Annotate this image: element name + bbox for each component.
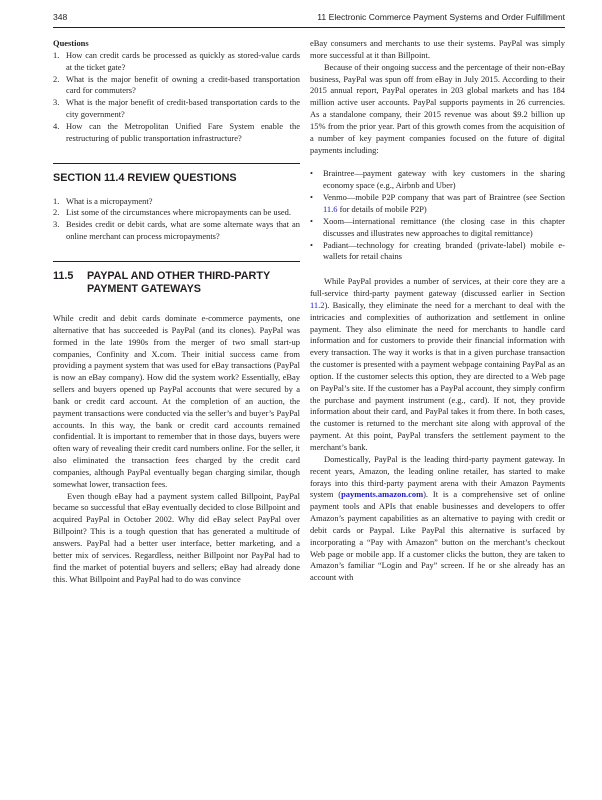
paragraph: Domestically, PayPal is the leading third-party payment gateway. In recent years, Amazon, the leading online retailer, has started to make forays into this third-party payment arena with their Amazon Payments system (payments.amazon.com). It is a comprehensive set of online payment tools and APIs that enable businesses and developers to offer Amazon’s payment capabilities as an alternative to paying with credit or debit cards or Paypal. Like PayPal this alternative is surfaced by incorporating a “Pay with Amazon” button on the merchant’s checkout Web page or mobile app. If a customer clicks the button, they are taken to Amazon’s familiar “Login and Pay” screen. If he or she already has an account with (310, 453, 566, 583)
section-title: PAYPAL AND OTHER THIRD-PARTY PAYMENT GATEWAYS (87, 269, 270, 295)
running-header (53, 12, 565, 28)
list-item: 2. List some of the circumstances where micropayments can be used. (53, 207, 291, 218)
list-item: • Xoom—international remittance (the closing case in this chapter discusses and illustrates new approaches to digital remittance) (310, 215, 565, 238)
section-number: 11.5 (53, 269, 74, 282)
left-column (53, 38, 300, 585)
list-item: 1. What is a micropayment? (53, 195, 153, 206)
list-item: • Venmo—mobile P2P company that was part of Braintree (see Section 11.6 for details of mobile P2P) (310, 192, 565, 214)
amazon-payments-link[interactable]: payments.amazon.com (341, 489, 424, 500)
paragraph: While PayPal provides a number of services, at their core they are a full-service third-party payment gateway (discussed earlier in Section 11.2). Basically, they eliminate the need for a merchant to deal with the intricacies and complexities of authorization and settlement in online payment. They also eliminate the need for merchants to handle card information and for customers to provide their financial information with every transaction. The way it works is that in a given purchase transaction the customer is presented with a payment webpage containing PayPal as an option. If the customer selects this option, they are directed to a Web page on PayPal’s site. If the customer has a PayPal account, they simply confirm the purchase and payment instrument (e.g., card). If not, they provide information about their card, and PayPal takes it from there. In both cases, the customer is returned to the merchant site along with approval of the payment. At this point, PayPal transfers the settlement payment to the merchant’s bank. (310, 276, 565, 452)
list-item: 4. How can the Metropolitan Unified Fare System enable the restructuring of public transportation infrastructure? (53, 120, 300, 143)
paragraph: eBay consumers and merchants to use their systems. PayPal was simply more successful at it than Billpoint. (310, 38, 565, 60)
list-item: 1. How can credit cards be processed as quickly as stored-value cards at the ticket gate? (53, 49, 300, 72)
list-item: • Braintree—payment gateway with key customers in the sharing economy space (e.g., Airbnb and Uber) (310, 168, 565, 191)
section-link[interactable]: 11.6 (323, 203, 338, 214)
review-section-heading: SECTION 11.4 REVIEW QUESTIONS (53, 163, 300, 185)
header-rule (53, 27, 565, 28)
paragraph: Even though eBay had a payment system called Billpoint, PayPal became so successful that eBay eventually decided to close Billpoint and acquired PayPal in October 2002. Why did eBay select PayPal over Billpoint? This is a tough question that has generated a multitude of answers. PayPal had a better user interface, better marketing, and a better mix of services. Regardless, neither Billpoint nor PayPal had to find the market of potential buyers and sellers; eBay had already done this. What Billpoint and PayPal had to do was convince (53, 490, 300, 584)
review-questions-list (53, 196, 300, 243)
list-item: • Padiant—technology for creating branded (private-label) mobile e-wallets for retail chains (310, 239, 565, 262)
section-link[interactable]: 11.2 (310, 299, 325, 310)
list-item: 3. Besides credit or debit cards, what are some alternate ways that an online merchant can process micropayments? (53, 219, 300, 242)
list-item: 2. What is the major benefit of owning a credit-based transportation card for commuters? (53, 73, 300, 96)
paragraph: Because of their ongoing success and the percentage of their non-eBay business, PayPal was spun off from eBay in July 2015. According to their 2015 annual report, PayPal operates in 203 global markets and has 184 million active user accounts. PayPal supports payments in 26 currencies. As a standalone company, their 2015 revenue was about $9.2 billion up 15% from the prior year. Part of this growth comes from the acquisition of a number of key payment companies focused on the future of digital payments including: (310, 61, 565, 155)
section-heading (53, 261, 300, 296)
acquisitions-list (310, 168, 565, 263)
questions-list (53, 50, 300, 145)
questions-heading: Questions (53, 38, 89, 48)
right-column (310, 38, 565, 584)
paragraph: While credit and debit cards dominate e-commerce payments, one alternative that has succeeded is PayPal (and its clones). PayPal was formed in the late 1990s from the merger of two small start-up companies, Confinity and X.com. Their initial success came from providing a payment system that was used for eBay transactions (PayPal is now an eBay company). How did the system work? Essentially, eBay sellers and buyers opened up PayPal accounts that were secured by a bank or credit card account. At the completion of an auction, the payment transactions were conducted via the seller’s and buyer’s PayPal accounts. In this way, the bank or credit card accounts remained confidential. It is important to remember that in those days, buyers were often wary of revealing their credit card numbers online. For the seller, it also eliminated the transaction fees charged by the credit card companies, although PayPal eventually began charging similar, though somewhat lower, transaction fees. (53, 312, 300, 489)
list-item: 3. What is the major benefit of credit-based transportation cards to the city government? (53, 97, 300, 120)
chapter-title: 11 Electronic Commerce Payment Systems and Order Fulfillment (317, 12, 565, 22)
page-number: 348 (53, 12, 68, 22)
